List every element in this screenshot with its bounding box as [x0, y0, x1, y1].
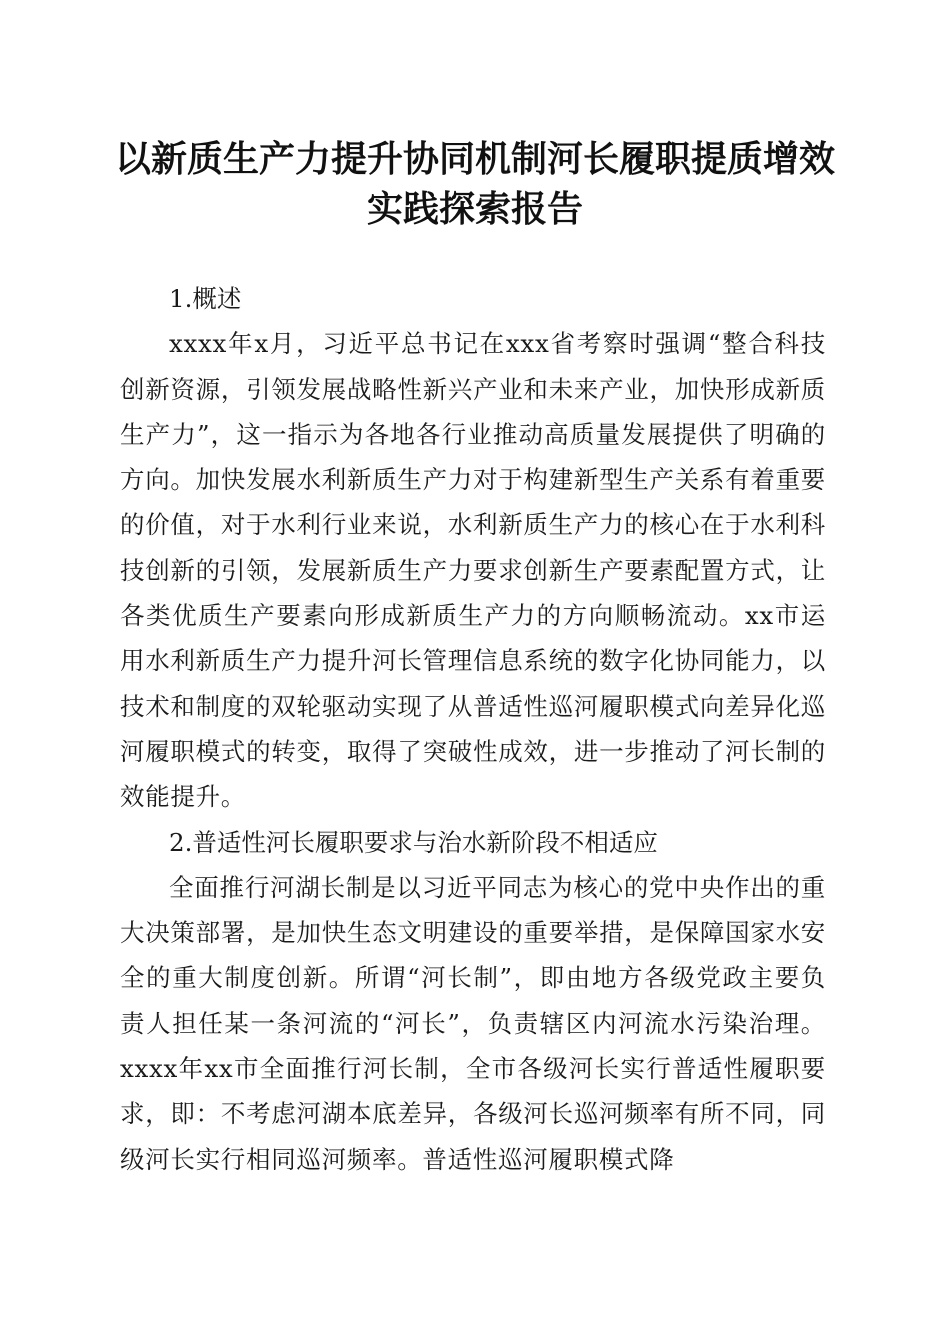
document-title: 以新质生产力提升协同机制河长履职提质增效实践探索报告	[114, 138, 835, 230]
document-body	[120, 276, 826, 1182]
section-paragraph: 全面推行河湖长制是以习近平同志为核心的党中央作出的重大决策部署，是加快生态文明建设的重要举措，是保障国家水安全的重大制度创新。所谓“河长制”，即由地方各级党政主要负责人担任某一条河流的“河长”，负责辖区内河流水污染治理。xxxx年xx市全面推行河长制，全市各级河长实行普适性履职要求，即：不考虑河湖本底差异，各级河长巡河频率有所不同，同级河长实行相同巡河频率。普适性巡河履职模式降	[120, 872, 826, 1174]
section-paragraph: xxxx年x月，习近平总书记在xxx省考察时强调“整合科技创新资源，引领发展战略性新兴产业和未来产业，加快形成新质生产力”，这一指示为各地各行业推动高质量发展提供了明确的方向。加快发展水利新质生产力对于构建新型生产关系有着重要的价值，对于水利行业来说，水利新质生产力的核心在于水利科技创新的引领，发展新质生产力要求创新生产要素配置方式，让各类优质生产要素向形成新质生产力的方向顺畅流动。xx市运用水利新质生产力提升河长管理信息系统的数字化协同能力，以技术和制度的双轮驱动实现了从普适性巡河履职模式向差异化巡河履职模式的转变，取得了突破性成效，进一步推动了河长制的效能提升。	[120, 329, 826, 812]
section-heading: 1.概述	[169, 284, 242, 313]
section-heading: 2.普适性河长履职要求与治水新阶段不相适应	[169, 827, 658, 857]
